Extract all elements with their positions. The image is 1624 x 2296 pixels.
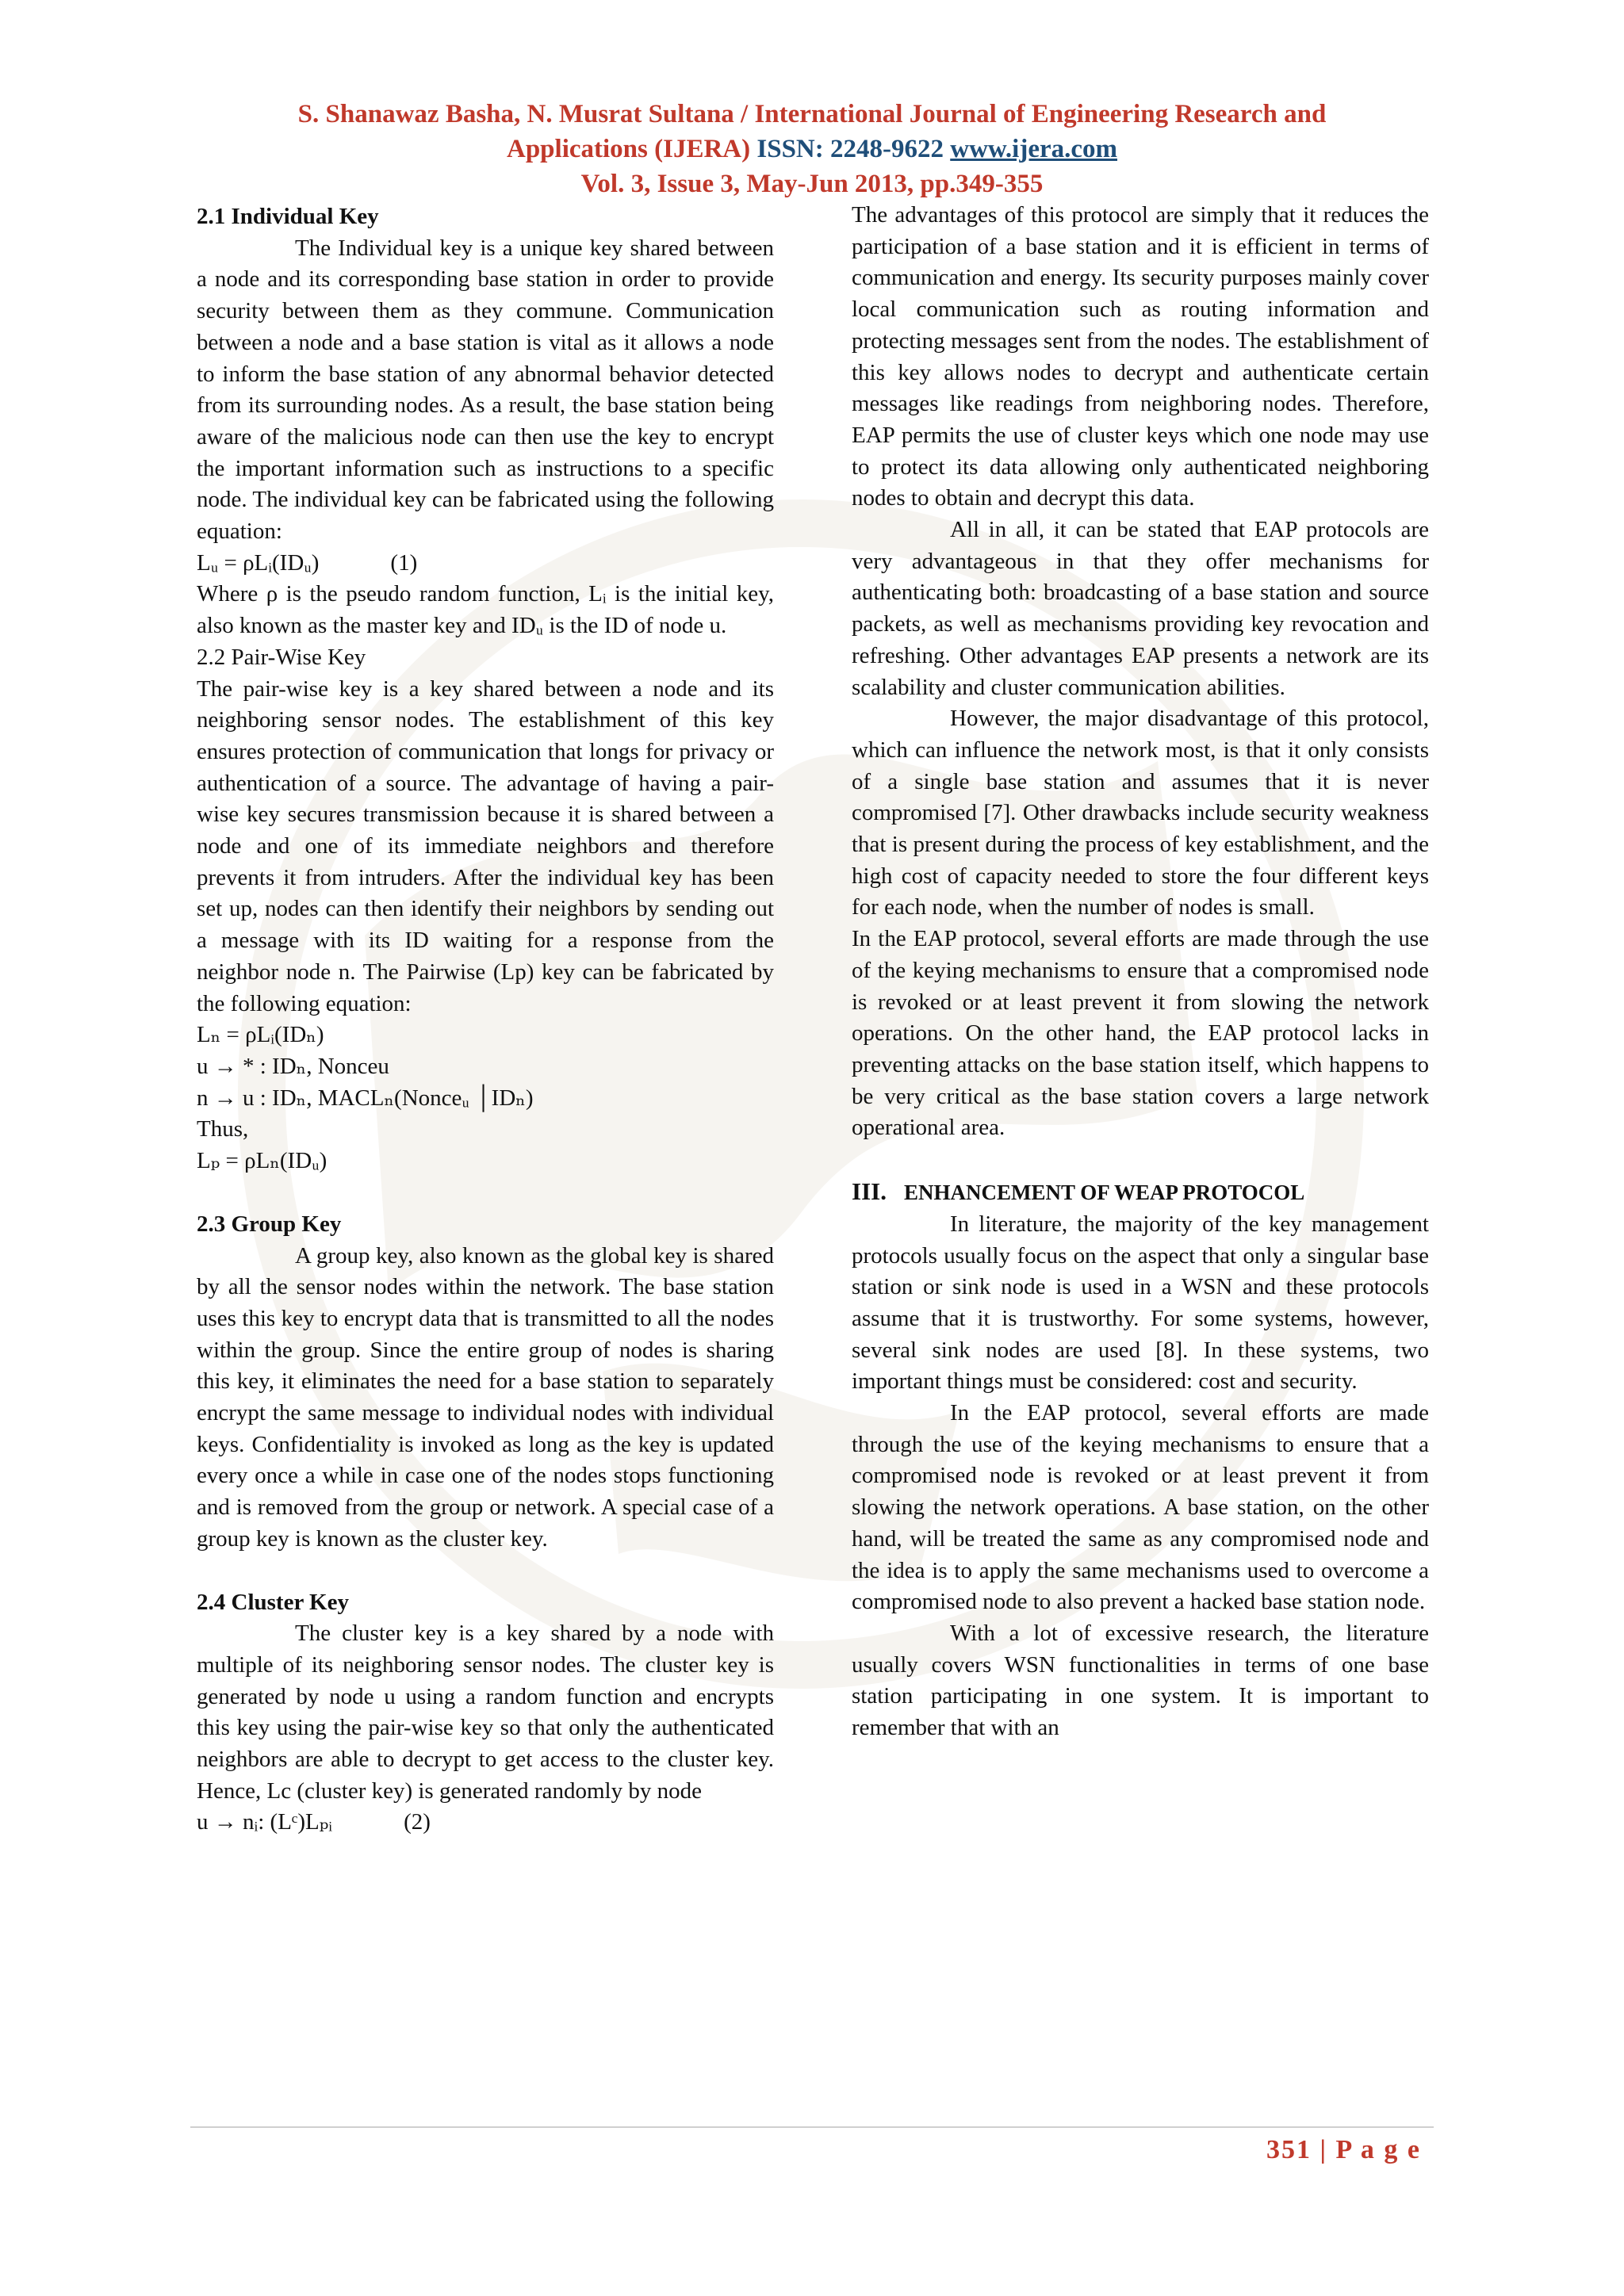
equation-2-body: u → nᵢ: (Lᶜ)Lₚᵢ — [197, 1809, 333, 1835]
right-paragraph-2: All in all, it can be stated that EAP protocols are very advantageous in that they offer mechanisms for authenticating both: broadcasting of a base station and source packets, as well as mechanisms providing key revocation and refreshing. Other advantages EAP presents a network are its scalability and cluster communication abilities. — [852, 517, 1429, 700]
page-number: 351 | P a g e — [1266, 2135, 1421, 2164]
right-column — [852, 200, 1429, 1744]
section-2-3-paragraph: A group key, also known as the global key is shared by all the sensor nodes within the network. The base station uses this key to encrypt data that is transmitted to all the nodes within the group. Since the entire group of nodes is sharing this key, it eliminates the need for a base station to separately encrypt the same message to individual nodes with individual keys. Confidentiality is invoked as long as the key is updated every once a while in case one of the nodes stops functioning and is removed from the group or network. A special case of a group key is known as the cluster key. — [197, 1242, 774, 1552]
section-3-paragraph-3: With a lot of excessive research, the literature usually covers WSN functionalities in terms of one base station participating in one system. It is important to remember that with an — [852, 1620, 1429, 1741]
equation-2-number: (2) — [404, 1809, 431, 1835]
header-url-link[interactable]: www.ijera.com — [950, 135, 1117, 163]
equation-1-body: Lᵤ = ρLᵢ(IDᵤ) — [197, 549, 320, 576]
right-paragraph-1: The advantages of this protocol are simply that it reduces the participation of a base station and it is efficient in terms of communication and energy. Its security purposes mainly cover local communication such as routing information and protecting messages sent from the nodes. The establishment of this key allows nodes to decrypt and authenticate certain messages like readings from neighboring nodes. Therefore, EAP permits the use of cluster keys which one node may use to protect its data allowing only authenticated neighboring nodes to obtain and decrypt this data. — [852, 202, 1429, 511]
header-journal-line — [143, 132, 1481, 166]
equation-1-number: (1) — [390, 549, 418, 576]
section-2-1-paragraph: The Individual key is a unique key shared between a node and its corresponding base station in order to provide security between them as they commune. Communication between a node and a base station is vital as it allows a node to inform the base station of any abnormal behavior detected from its surrounding nodes. As a result, the base station being aware of the malicious node can then use the key to encrypt the important information such as instructions to a specific node. The individual key can be fabricated using the following equation: — [197, 235, 774, 545]
section-2-4-paragraph: The cluster key is a key shared by a node with multiple of its neighboring sensor nodes. The cluster key is generated by node u using a random function and encrypts this key using the pair-wise key so that only the authenticated neighbors are able to decrypt to get access to the cluster key. Hence, Lc (cluster key) is generated randomly by node — [197, 1621, 774, 1804]
header-authors-line: S. Shanawaz Basha, N. Musrat Sultana / International Journal of Engineering Research and — [297, 100, 1327, 128]
section-3-paragraph-1: In literature, the majority of the key management protocols usually focus on the aspect that only a singular base station or sink node is used in a WSN and these protocols assume that it is trustworthy. For some systems, however, several sink nodes are used [8]. In these systems, two important things must be considered: cost and security. — [852, 1211, 1429, 1395]
right-paragraph-3: However, the major disadvantage of this protocol, which can influence the network most, is that it only consists of a single base station and assumes that it is never compromised [7]. Other drawbacks include security weakness that is present during the process of key establishment, and the high cost of capacity needed to store the four different keys for each node, when the number of nodes is small. — [852, 706, 1429, 920]
section-3-number: III. — [852, 1177, 887, 1206]
running-header — [143, 97, 1481, 201]
equation-pairwise-4: Lₚ = ρLₙ(IDᵤ) — [197, 1148, 327, 1174]
right-paragraph-4: In the EAP protocol, several efforts are made through the use of the keying mechanisms to ensure that a compromised node is revoked or at least prevent it from slowing the network operations. On the other hand, the EAP protocol lacks in preventing attacks on the base station itself, which happens to be very critical as the base station covers a large network operational area. — [852, 926, 1429, 1141]
left-column — [197, 201, 774, 1839]
equation-pairwise-1: Lₙ = ρLᵢ(IDₙ) — [197, 1022, 324, 1048]
equation-1 — [197, 548, 774, 580]
equation-pairwise-2: u → * : IDₙ, Nonceu — [197, 1053, 389, 1079]
header-issn: ISSN: 2248-9622 — [756, 135, 944, 163]
section-2-1-heading: 2.1 Individual Key — [197, 204, 379, 229]
section-2-2-heading: 2.2 Pair-Wise Key — [197, 644, 366, 670]
paragraph-gap — [197, 1556, 774, 1587]
section-3-paragraph-2: In the EAP protocol, several efforts are made through the use of the keying mechanisms to ensure that a compromised node is revoked or at least prevent it from slowing the network operations. A base station, on the other hand, will be treated the same as any compromised node and the idea is to apply the same mechanisms used to overcome a compromised node to also prevent a hacked base station node. — [852, 1400, 1429, 1615]
section-3-heading — [852, 1176, 1429, 1209]
equation-pairwise-3: n → u : IDₙ, MACLₙ(Nonceᵤ │IDₙ) — [197, 1085, 534, 1111]
footer-divider — [190, 2126, 1434, 2128]
paragraph-gap — [852, 1144, 1429, 1176]
section-2-3-heading: 2.3 Group Key — [197, 1211, 342, 1237]
section-2-2-paragraph: The pair-wise key is a key shared between a node and its neighboring sensor nodes. The establishment of this key ensures protection of communication that longs for privacy or authentication of a source. The advantage of having a pair-wise key secures transmission because it is shared between a node and one of its immediate neighbors and therefore prevents it from intruders. After the individual key has been set up, nodes can then identify their neighbors by sending out a message with its ID waiting for a response from the neighbor node n. The Pairwise (Lp) key can be fabricated by the following equation: — [197, 675, 774, 1016]
paragraph-gap — [197, 1177, 774, 1209]
section-2-1-paragraph-2: Where ρ is the pseudo random function, Lᵢ is the initial key, also known as the master key and IDᵤ is the ID of node u. — [197, 581, 774, 639]
section-3-title: ENHANCEMENT OF WEAP PROTOCOL — [903, 1181, 1305, 1205]
header-journal-abbrev: Applications (IJERA) — [507, 135, 751, 163]
thus-label: Thus, — [197, 1116, 249, 1142]
header-volume-line: Vol. 3, Issue 3, May-Jun 2013, pp.349-355 — [580, 170, 1044, 198]
equation-2 — [197, 1807, 774, 1839]
section-2-4-heading: 2.4 Cluster Key — [197, 1589, 349, 1615]
